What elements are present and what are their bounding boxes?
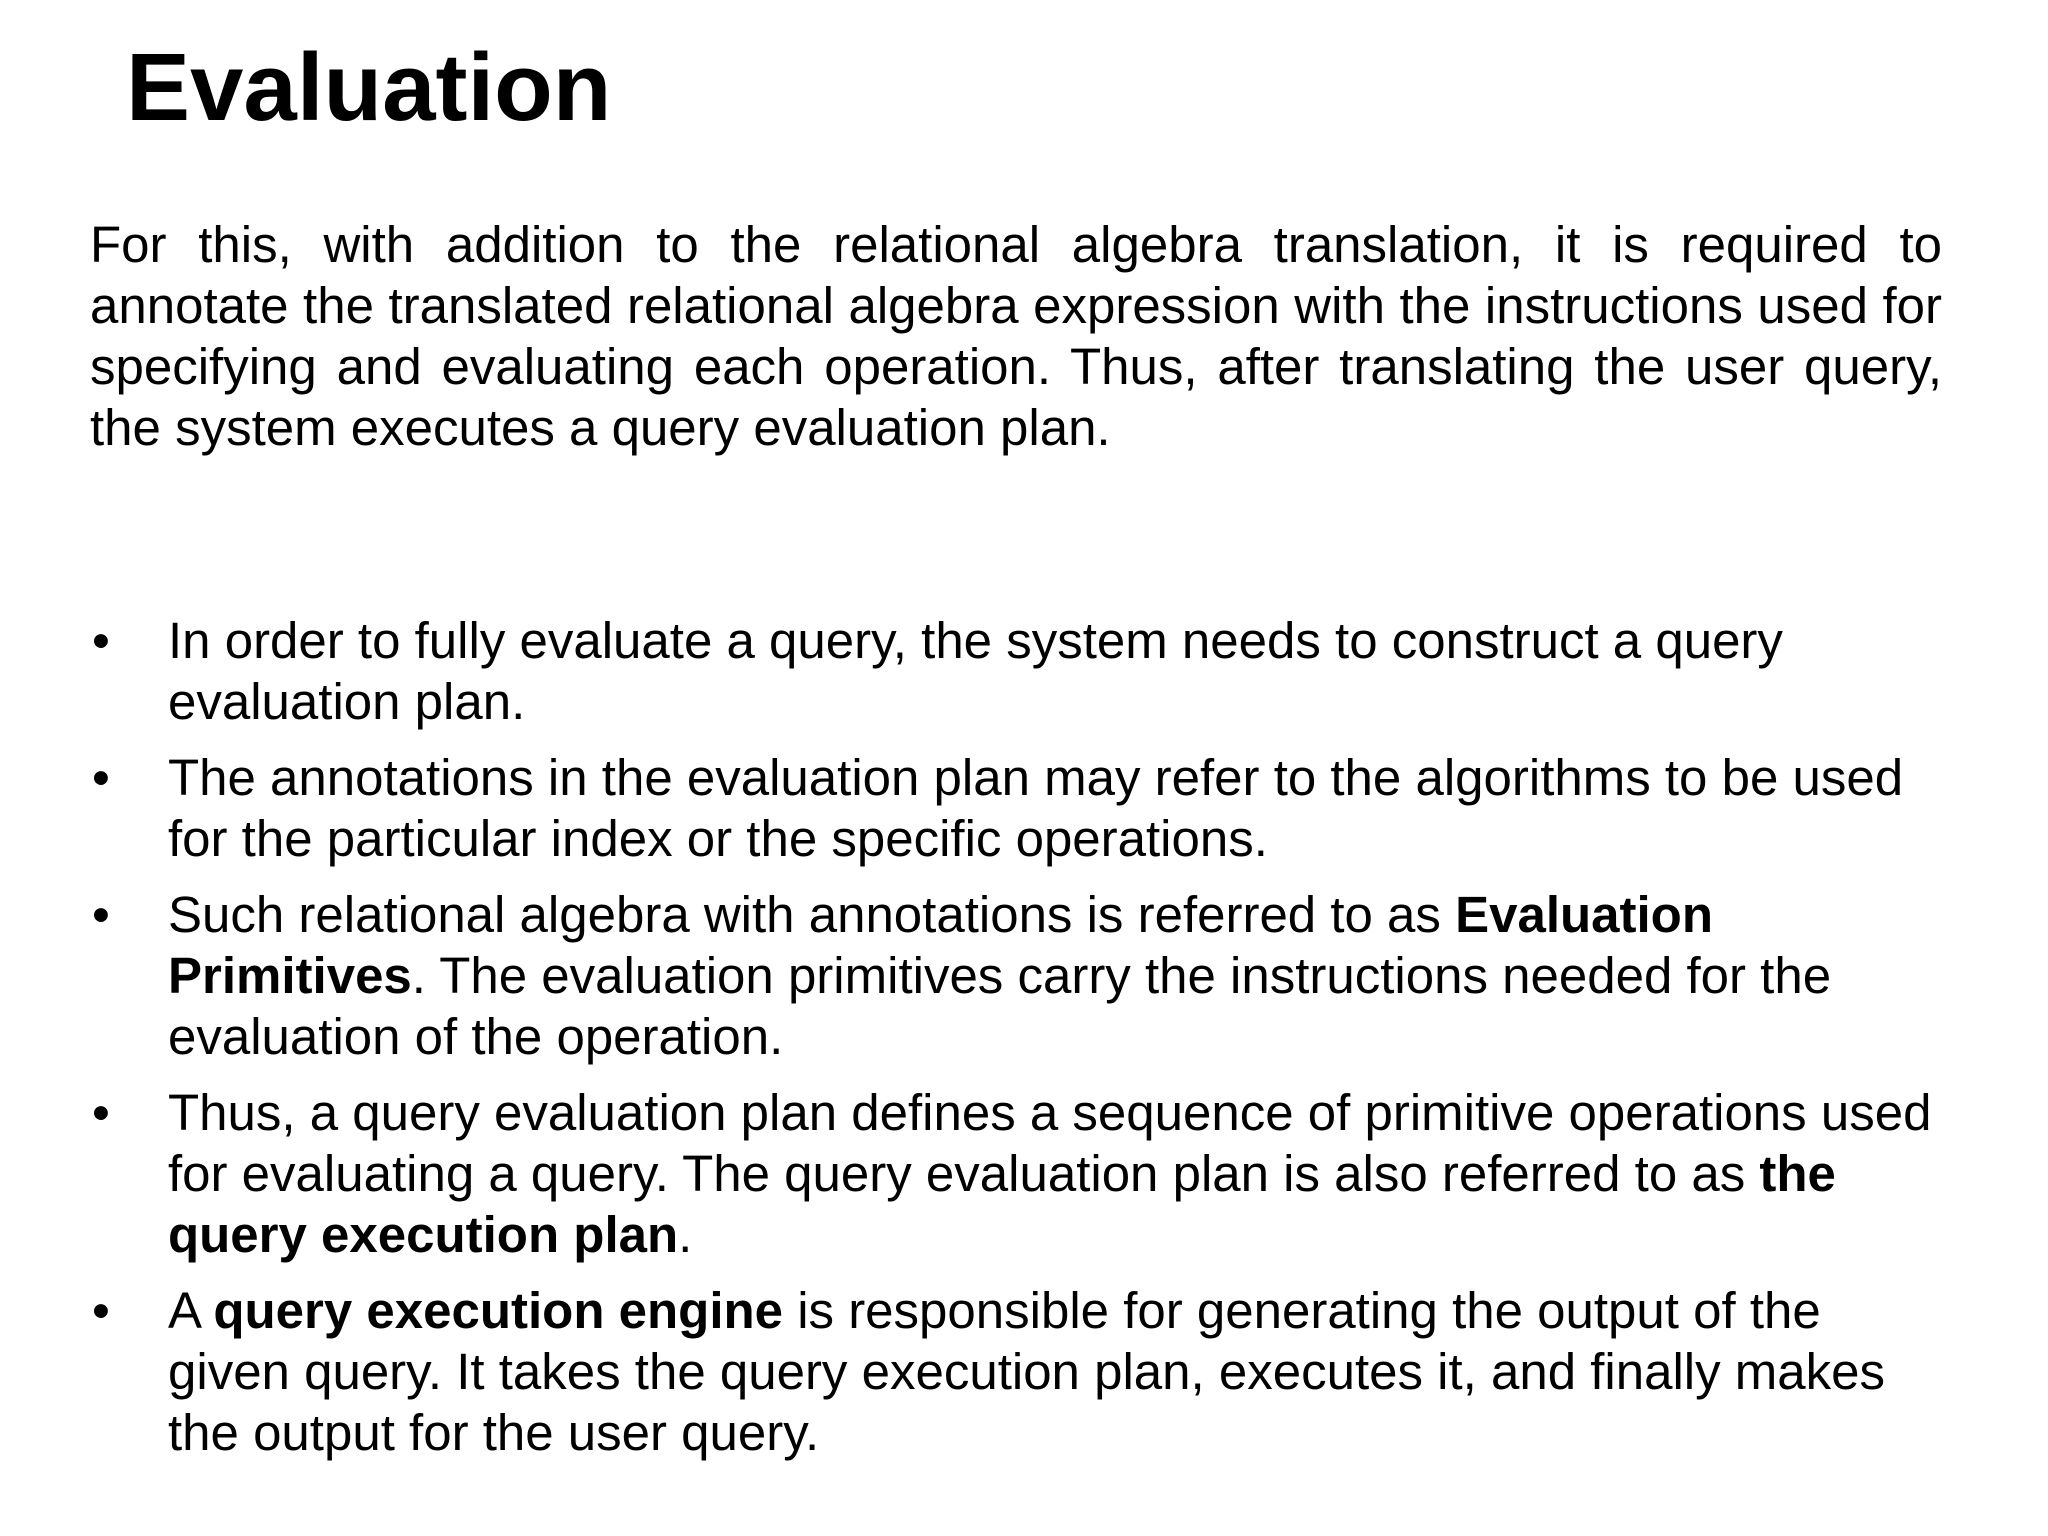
bullet-list — [90, 610, 1950, 1478]
bullet-icon: • — [92, 886, 110, 943]
bullet-text-part: Such relational algebra with annotations is referred to as — [168, 886, 1456, 943]
bullet-text-bold: query execution engine — [213, 1282, 784, 1339]
bullet-item — [90, 1082, 1950, 1265]
bullet-item — [90, 1280, 1950, 1463]
bullet-text-part: . — [678, 1206, 693, 1263]
bullet-icon: • — [92, 612, 110, 669]
bullet-icon: • — [92, 1282, 110, 1339]
bullet-text-part: In order to fully evaluate a query, the system needs to construct a query evaluation plan. — [168, 612, 1783, 730]
bullet-text — [168, 1084, 1931, 1263]
bullet-icon: • — [92, 1084, 110, 1141]
bullet-text-part: is responsible for generating the output of the given query. It takes the query execution plan, executes it, and finally makes the output for the user query. — [168, 1282, 1886, 1461]
bullet-text — [168, 1282, 1885, 1461]
bullet-text-part: Thus, a query evaluation plan defines a sequence of primitive operations used for evaluating a query. The query evaluation plan is also referred to as — [168, 1084, 1932, 1202]
bullet-item — [90, 747, 1950, 869]
slide-title: Evaluation — [126, 34, 612, 141]
intro-paragraph: For this, with addition to the relational algebra translation, it is required to annotate the translated relational algebra expression with the instructions used for specifying and evaluating each operation. Thus, after translating the user query, the system executes a query evaluation plan. — [90, 216, 1942, 456]
bullet-text-part: A — [168, 1282, 214, 1339]
bullet-text-bold: Evaluation Primitives — [168, 886, 1713, 1004]
bullet-text-bold: the query execution plan — [168, 1145, 1836, 1263]
bullet-item — [90, 610, 1950, 732]
bullet-text-part: The annotations in the evaluation plan may refer to the algorithms to be used for the particular index or the specific operations. — [168, 749, 1904, 867]
bullet-text — [168, 749, 1903, 867]
bullet-text — [168, 886, 1831, 1065]
bullet-text — [168, 612, 1783, 730]
bullet-text-part: . The evaluation primitives carry the instructions needed for the evaluation of the operation. — [168, 947, 1832, 1065]
bullet-item — [90, 884, 1950, 1067]
bullet-icon: • — [92, 749, 110, 806]
